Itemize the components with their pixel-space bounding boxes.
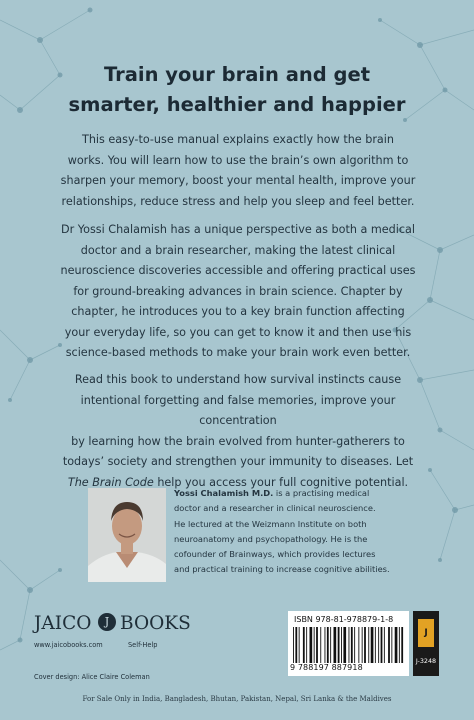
author-photo — [88, 488, 166, 582]
author-name: Yossi Chalamish M.D. — [174, 488, 274, 498]
book-headline — [30, 60, 444, 120]
publisher-emblem-icon: J — [98, 613, 116, 631]
blurb-line: science-based methods to make your brain work even better. — [65, 346, 411, 359]
blurb-paragraph-3 — [60, 370, 416, 493]
blurb-line: by learning how the brain evolved from hunter-gatherers to — [71, 434, 405, 448]
book-title-italic: The Brain Code — [67, 475, 154, 489]
blurb-paragraph-2 — [60, 220, 416, 364]
bio-line: He lectured at the Weizmann Institute on both — [174, 518, 367, 529]
blurb-line: Read this book to understand how survival instincts cause — [74, 373, 402, 386]
author-bio — [174, 486, 394, 578]
product-code: J-3248 — [415, 657, 437, 665]
bio-line: cofounder of Brainways, which provides lectures — [174, 549, 376, 560]
publisher-website: www.jaicobooks.com — [34, 641, 103, 649]
blurb-line: help you access your full cognitive potential. — [153, 475, 409, 489]
sales-territory-notice: For Sale Only in India, Bangladesh, Bhutan, Pakistan, Nepal, Sri Lanka & the Maldives — [82, 695, 392, 703]
blurb-line: todays’ society and strengthen your immunity to diseases. Let — [62, 455, 414, 468]
blurb-paragraph-1 — [60, 130, 416, 212]
product-code-label — [413, 611, 439, 676]
blurb-line: relationships, reduce stress and help you sleep and feel better. — [61, 194, 415, 208]
cover-design-credit: Cover design: Alice Claire Coleman — [34, 673, 150, 681]
bio-line: neuroanatomy and psychopathology. He is the — [174, 533, 368, 544]
bio-line: and practical training to increase cognitive abilities. — [174, 564, 390, 575]
barcode — [288, 611, 409, 676]
blurb-line: chapter, he introduces you to a key brain function affecting — [71, 305, 405, 318]
barcode-bars — [291, 627, 406, 663]
blurb-line: your everyday life, so you can get to know it and then use his — [64, 325, 412, 339]
genre-label: Self-Help — [128, 641, 158, 649]
headline-line-2: smarter, healthier and happier — [68, 93, 406, 116]
headline-line-1: Train your brain and get — [103, 63, 371, 86]
blurb-line: works. You will learn how to use the brain’s own algorithm to — [67, 153, 409, 167]
bio-line: doctor and a researcher in clinical neuroscience. — [174, 503, 376, 514]
blurb-line: doctor and a brain researcher, making the latest clinical — [80, 243, 396, 257]
blurb-line: for ground-breaking advances in brain science. Chapter by — [73, 284, 403, 298]
blurb-line: intentional forgetting and false memories, improve your concentration — [80, 393, 396, 427]
publisher-name-left: JAICO — [34, 613, 92, 634]
blurb-line: Dr Yossi Chalamish has a unique perspective as both a medical — [61, 223, 415, 236]
blurb-line: neuroscience discoveries accessible and offering practical uses — [60, 264, 416, 277]
isbn-text: ISBN 978-81-978879-1-8 — [294, 615, 394, 624]
publisher-logo — [34, 613, 194, 635]
publisher-name-right: BOOKS — [120, 613, 191, 634]
blurb-line: sharpen your memory, boost your mental health, improve your — [60, 174, 416, 187]
barcode-number: 9 788197 887918 — [290, 663, 363, 672]
bio-line: is a practising medical — [273, 488, 370, 498]
blurb-line: This easy-to-use manual explains exactly how the brain — [82, 133, 394, 146]
jaico-j-icon: J — [418, 619, 434, 647]
